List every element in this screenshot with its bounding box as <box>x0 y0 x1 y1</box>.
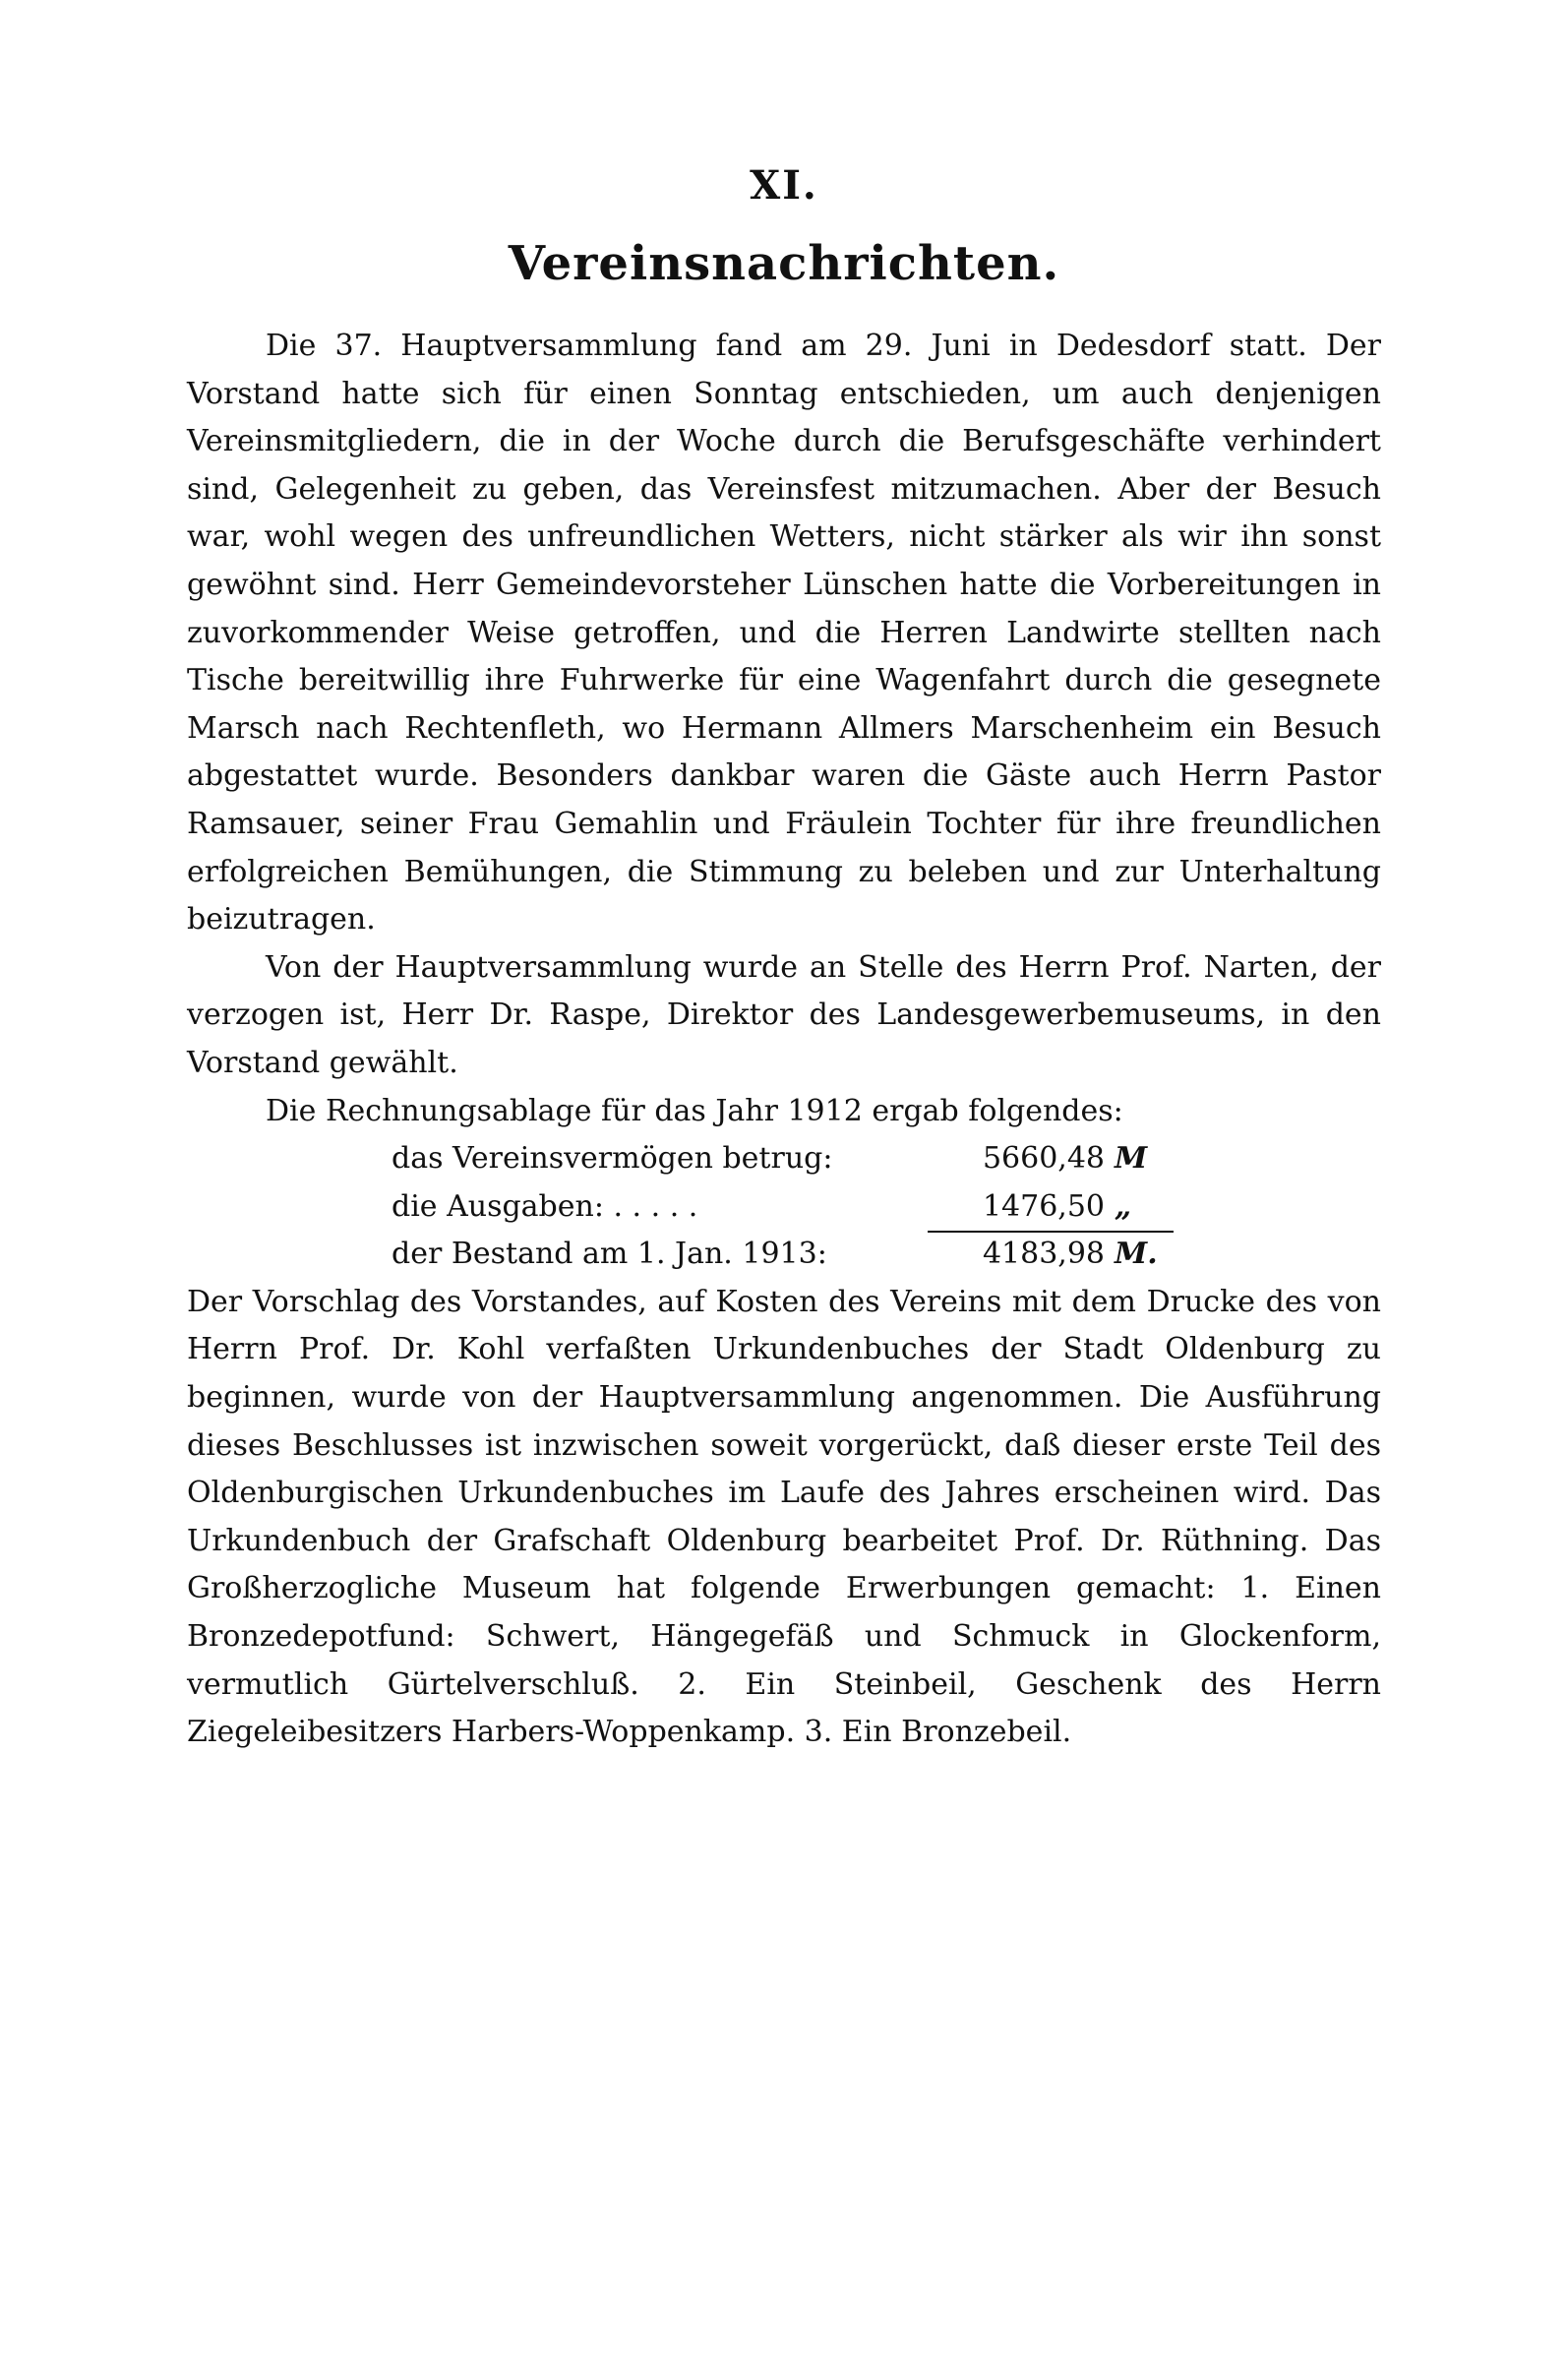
accounts-row-expenses <box>392 1183 1381 1232</box>
section-title: Vereinsnachrichten. <box>508 236 1060 291</box>
accounts-row-assets <box>392 1135 1381 1183</box>
paragraph-accounts-intro: Die Rechnungsablage für das Jahr 1912 ergab folgendes: <box>266 1093 1123 1128</box>
accounts-label: der Bestand am 1. Jan. 1913: <box>392 1237 827 1272</box>
accounts-table <box>187 1135 1381 1279</box>
accounts-amount: 1476,50 <box>928 1183 1115 1234</box>
accounts-amount: 5660,48 <box>982 1141 1105 1177</box>
accounts-amount: 4183,98 <box>982 1237 1105 1272</box>
accounts-label: die Ausgaben: . . . . . <box>392 1188 698 1224</box>
paragraph-board-election: Von der Hauptversammlung wurde an Stelle des Herrn Prof. Narten, der verzogen ist, Herr Dr. Raspe, Direktor des Landesgewerbemuseums, in den Vorstand gewählt. <box>187 949 1381 1080</box>
chapter-number: XI. <box>750 162 818 209</box>
accounts-unit: „ <box>1115 1183 1174 1234</box>
accounts-row-balance <box>392 1231 1381 1279</box>
accounts-label: das Vereinsvermögen betrug: <box>392 1141 833 1177</box>
accounts-unit: M <box>1115 1141 1148 1177</box>
paragraph-annual-meeting: Die 37. Hauptversammlung fand am 29. Juni in Dedesdorf statt. Der Vorstand hatte sich für einen Sonntag entschieden, um auch denjenigen Vereinsmitgliedern, die in der Woche durch die Berufsgeschäfte verhindert sind, Gelegenheit zu geben, das Vereinsfest mitzumachen. Aber der Besuch war, wohl wegen des unfreundlichen Wetters, nicht stärker als wir ihn sonst gewöhnt sind. Herr Gemeindevorsteher Lünschen hatte die Vorbereitungen in zuvorkommender Weise getroffen, und die Herren Landwirte stellten nach Tische bereitwillig ihre Fuhrwerke für eine Wagenfahrt durch die gesegnete Marsch nach Rechtenfleth, wo Hermann Allmers Marschenheim ein Besuch abgestattet wurde. Besonders dankbar waren die Gäste auch Herrn Pastor Ramsauer, seiner Frau Gemahlin und Fräulein Tochter für ihre freundlichen erfolgreichen Bemühungen, die Stimmung zu beleben und zur Unterhaltung beizutragen. <box>187 329 1381 937</box>
paragraph-publications-museum: Der Vorschlag des Vorstandes, auf Kosten des Vereins mit dem Drucke des von Herrn Prof. Dr. Kohl verfaßten Urkundenbuches der Stadt Oldenburg zu beginnen, wurde von der Hauptversammlung angenommen. Die Ausführung dieses Beschlusses ist inzwischen soweit vorgerückt, daß dieser erste Teil des Oldenburgischen Urkundenbuches im Laufe des Jahres erscheinen wird. Das Urkundenbuch der Grafschaft Oldenburg bearbeitet Prof. Dr. Rüthning. Das Großherzogliche Museum hat folgende Erwerbungen gemacht: 1. Einen Bronzedepotfund: Schwert, Hängegefäß und Schmuck in Glockenform, vermutlich Gürtelverschluß. 2. Ein Steinbeil, Geschenk des Herrn Ziegeleibesitzers Harbers-Woppenkamp. 3. Ein Bronzebeil. <box>187 1284 1381 1750</box>
body-text <box>187 323 1381 1757</box>
accounts-unit: M. <box>1115 1237 1158 1272</box>
